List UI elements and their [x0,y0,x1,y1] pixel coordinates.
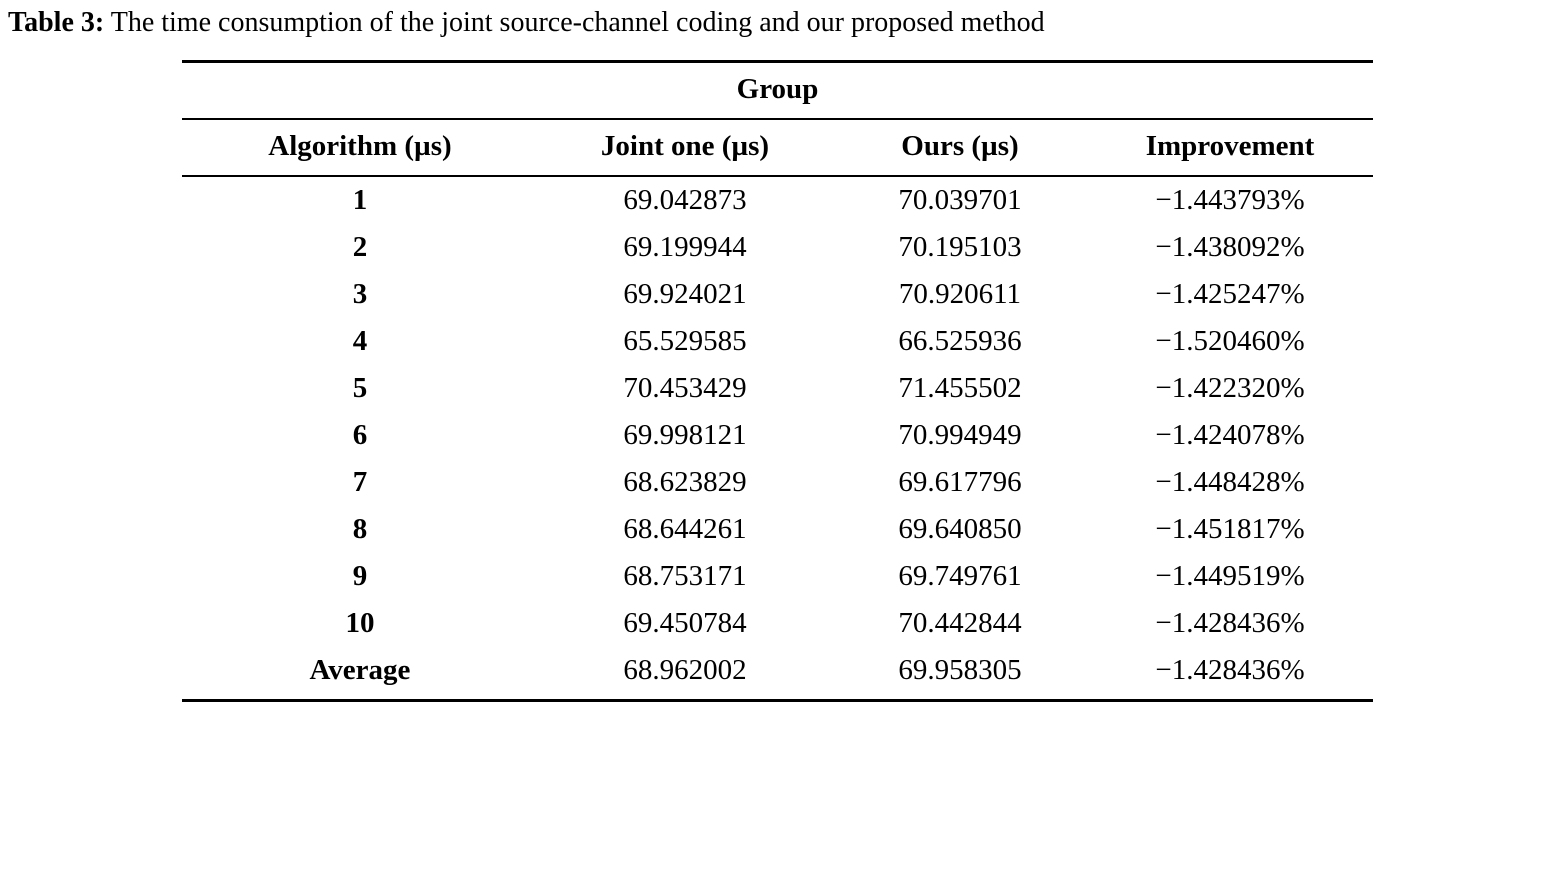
table-cell: 69.042873 [623,183,747,216]
table-caption-text: The time consumption of the joint source-channel coding and our proposed method [110,7,1045,38]
table-cell: 2 [352,230,368,263]
group-header-cell: Group [182,61,1372,119]
table-cell: −1.425247% [1155,277,1305,310]
table-row [182,365,1372,412]
table-row [182,600,1372,647]
table-cell: 70.920611 [898,277,1022,310]
table-row [182,553,1372,600]
table-cell: 71.455502 [898,371,1022,404]
table-cell: 6 [352,418,368,451]
table-cell: 4 [352,324,368,357]
table-cell: 3 [352,277,368,310]
table-cell: 69.958305 [832,647,1087,701]
column-header-algorithm: Algorithm (µs) [182,119,537,176]
group-header-row [182,61,1372,119]
table-row [182,271,1372,318]
table-cell: −1.449519% [1155,559,1305,592]
table-cell: 66.525936 [898,324,1022,357]
table-row [182,459,1372,506]
table-cell: 68.644261 [623,512,747,545]
table-cell: 10 [345,606,375,639]
table-cell: Average [182,647,537,701]
table-cell: −1.451817% [1155,512,1305,545]
table-caption-label: Table 3: [8,7,105,38]
column-header-ours: Ours (µs) [832,119,1087,176]
table-cell: 70.453429 [623,371,747,404]
table-cell: −1.438092% [1155,230,1305,263]
table-cell: 68.623829 [623,465,747,498]
table-caption [0,0,1555,40]
table-cell: 70.442844 [898,606,1022,639]
table-cell: 68.753171 [623,559,747,592]
table-cell: 70.195103 [898,230,1022,263]
table-cell: −1.422320% [1155,371,1305,404]
table-cell: 9 [352,559,368,592]
table-cell: −1.424078% [1155,418,1305,451]
table-head [182,61,1372,176]
table-row [182,176,1372,224]
table-row [182,224,1372,271]
data-table [182,60,1372,702]
table-cell: 65.529585 [623,324,747,357]
column-header-row [182,119,1372,176]
column-header-improvement: Improvement [1087,119,1372,176]
table-cell: 70.994949 [898,418,1022,451]
table-cell: −1.428436% [1087,647,1372,701]
table-row [182,647,1372,701]
table-cell: 69.617796 [898,465,1022,498]
table-cell: 69.199944 [623,230,747,263]
table-cell: 69.924021 [623,277,747,310]
table-cell: 5 [352,371,368,404]
table-cell: −1.520460% [1155,324,1305,357]
table-body [182,176,1372,701]
table-row [182,412,1372,459]
table-cell: −1.443793% [1155,183,1305,216]
table-cell: 7 [352,465,368,498]
table-cell: −1.428436% [1155,606,1305,639]
table-cell: 69.749761 [898,559,1022,592]
table-cell: 1 [352,183,368,216]
table-cell: 70.039701 [898,183,1022,216]
table-cell: 8 [352,512,368,545]
table-cell: 69.998121 [623,418,747,451]
table-container [0,60,1555,702]
table-row [182,318,1372,365]
table-cell: 68.962002 [537,647,832,701]
table-cell: 69.450784 [623,606,747,639]
column-header-joint-one: Joint one (µs) [537,119,832,176]
table-row [182,506,1372,553]
table-cell: −1.448428% [1155,465,1305,498]
table-cell: 69.640850 [898,512,1022,545]
